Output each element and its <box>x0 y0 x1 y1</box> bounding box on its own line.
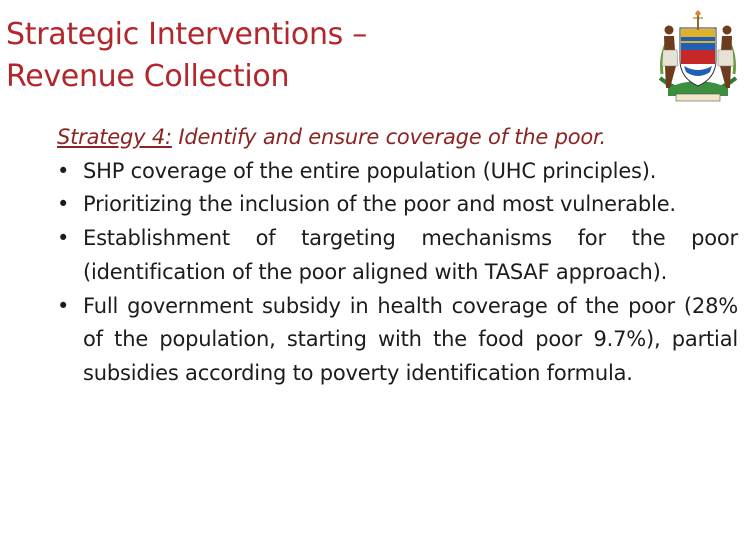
list-item <box>57 188 738 222</box>
slide-title <box>6 14 526 98</box>
list-item <box>57 222 738 289</box>
title-line-2: Revenue Collection <box>6 59 290 94</box>
strategy-label: Strategy 4: <box>57 125 172 149</box>
list-item <box>57 290 738 391</box>
slide-body <box>57 121 738 391</box>
title-line-1: Strategic Interventions – <box>6 17 367 52</box>
list-item-text: Full government subsidy in health coverage of the poor (28% of the population, starting with the food poor 9.7%), partial subsidies according to poverty identification formula. <box>83 293 738 385</box>
bullet-list <box>57 155 738 391</box>
bullet-icon: • <box>57 293 70 318</box>
list-item-text: Prioritizing the inclusion of the poor and most vulnerable. <box>83 192 676 217</box>
bullet-icon: • <box>57 192 70 217</box>
strategy-text: Identify and ensure coverage of the poor. <box>171 125 607 149</box>
list-item-text: SHP coverage of the entire population (UHC principles). <box>83 158 657 183</box>
list-item-text: Establishment of targeting mechanisms for the poor (identification of the poor aligned with TASAF approach). <box>83 226 738 284</box>
bullet-icon: • <box>57 158 70 183</box>
coat-of-arms-icon <box>652 8 744 106</box>
bullet-icon: • <box>57 226 70 251</box>
strategy-heading <box>57 121 738 155</box>
list-item <box>57 155 738 189</box>
